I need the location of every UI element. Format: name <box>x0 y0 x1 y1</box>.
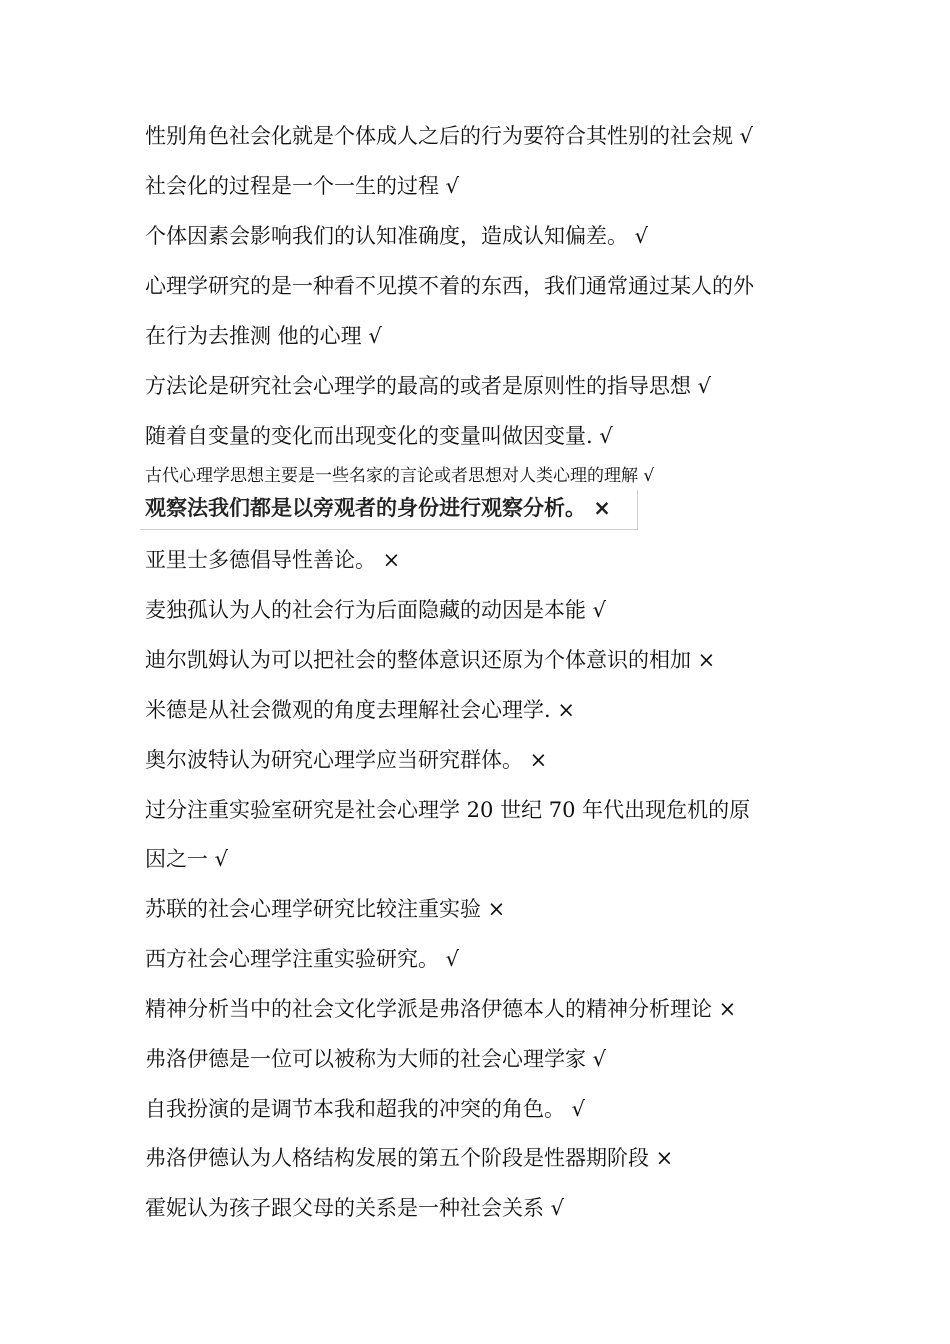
statement-line: 社会化的过程是一个一生的过程 √ <box>145 174 460 198</box>
statement-line: 心理学研究的是一种看不见摸不着的东西，我们通常通过某人的外 <box>145 274 754 298</box>
statement-line: 性别角色社会化就是个体成人之后的行为要符合其性别的社会规 √ <box>145 124 754 148</box>
statement-line: 精神分析当中的社会文化学派是弗洛伊德本人的精神分析理论 × <box>145 997 737 1021</box>
statement-line: 古代心理学思想主要是一些名家的言论或者思想对人类心理的理解 √ <box>145 466 655 486</box>
statement-line: 在行为去推测 他的心理 √ <box>145 324 382 348</box>
statement-line: 个体因素会影响我们的认知准确度，造成认知偏差。 √ <box>145 224 649 248</box>
statement-line: 过分注重实验室研究是社会心理学 20 世纪 70 年代出现危机的原 <box>145 798 751 822</box>
statement-line: 奥尔波特认为研究心理学应当研究群体。 × <box>145 748 548 772</box>
statement-line: 米德是从社会微观的角度去理解社会心理学. × <box>145 698 575 722</box>
statement-line: 苏联的社会心理学研究比较注重实验 × <box>145 897 506 921</box>
statement-line: 西方社会心理学注重实验研究。 √ <box>145 947 460 971</box>
statement-line: 迪尔凯姆认为可以把社会的整体意识还原为个体意识的相加 × <box>145 648 716 672</box>
statement-line: 观察法我们都是以旁观者的身份进行观察分析。 × <box>145 496 611 520</box>
statement-line: 亚里士多德倡导性善论。 × <box>145 548 401 572</box>
statement-line: 自我扮演的是调节本我和超我的冲突的角色。 √ <box>145 1097 586 1121</box>
statement-line: 随着自变量的变化而出现变化的变量叫做因变量. √ <box>145 424 613 448</box>
statement-line: 麦独孤认为人的社会行为后面隐藏的动因是本能 √ <box>145 598 607 622</box>
statement-line: 方法论是研究社会心理学的最高的或者是原则性的指导思想 √ <box>145 374 712 398</box>
statement-line: 弗洛伊德认为人格结构发展的第五个阶段是性器期阶段 × <box>145 1146 674 1170</box>
statement-line: 因之一 √ <box>145 847 229 871</box>
statement-line: 霍妮认为孩子跟父母的关系是一种社会关系 √ <box>145 1196 565 1220</box>
statement-line: 弗洛伊德是一位可以被称为大师的社会心理学家 √ <box>145 1047 607 1071</box>
